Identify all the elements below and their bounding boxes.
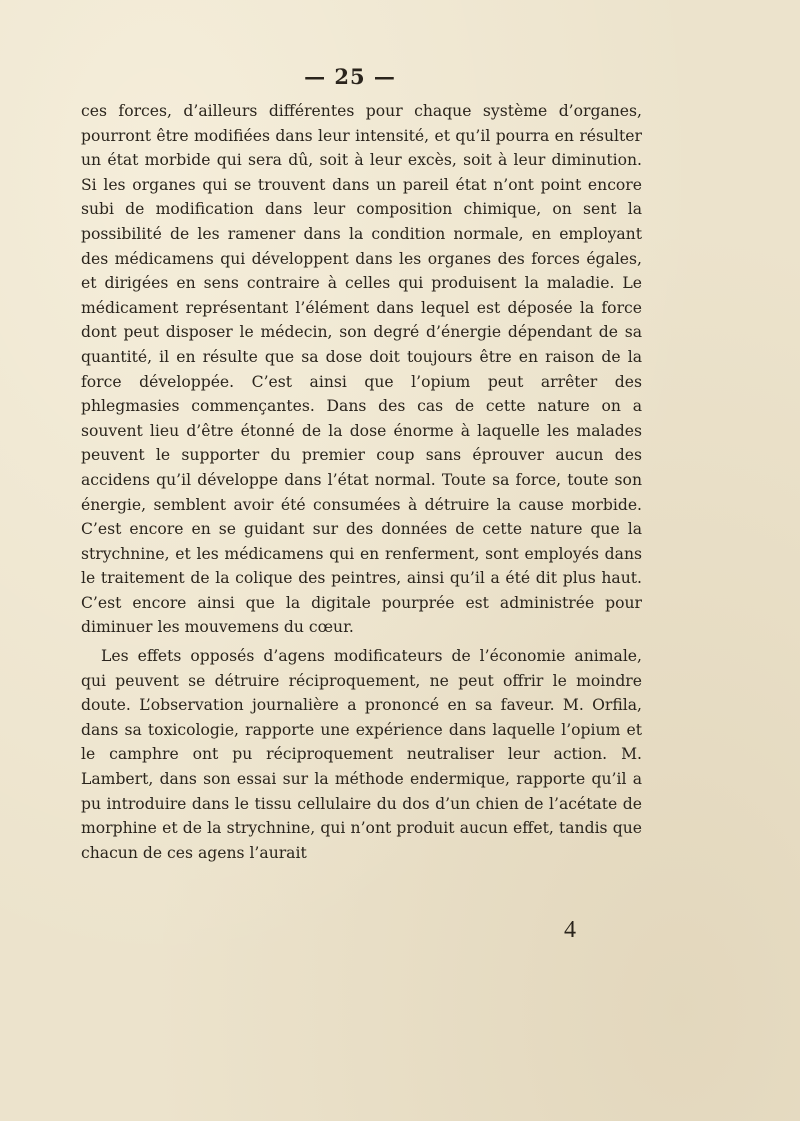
page-number: — 25 — <box>304 64 396 89</box>
paragraph-2: Les effets opposés d’agens modificateurs de l’économie animale, qui peuvent se détruire réciproquement, ne peut offrir le moindre doute. L’observation journalière a prononcé en sa faveur. M. Orfila, dans sa toxicologie, rapporte une expérience dans laquelle l’opium et le camphre ont pu réciproquement neutraliser leur action. M. Lambert, dans son essai sur la méthode endermique, rapporte qu’il a pu introduire dans le tissu cellulaire du dos d’un chien de l’acétate de morphine et de la strychnine, qui n’ont produit aucun effet, tandis que chacun de ces agens l’aurait <box>81 647 642 862</box>
signature-mark: 4 <box>564 917 576 943</box>
paragraph-1: ces forces, d’ailleurs différentes pour chaque système d’organes, pourront être modifiées dans leur intensité, et qu’il pourra en résulter un état morbide qui sera dû, soit à leur excès, soit à leur diminution. Si les organes qui se trouvent dans un pareil état n’ont point encore subi de modification dans leur composition chimique, on sent la possibilité de les ramener dans la condition normale, en employant des médicamens qui développent dans les organes des forces égales, et dirigées en sens contraire à celles qui produisent la maladie. Le médicament représentant l’élément dans lequel est déposée la force dont peut disposer le médecin, son degré d’énergie dépendant de sa quantité, il en résulte que sa dose doit toujours être en raison de la force développée. C’est ainsi que l’opium peut arrêter des phlegmasies commençantes. Dans des cas de cette nature on a souvent lieu d’être étonné de la dose énorme à laquelle les malades peuvent le supporter du premier coup sans éprouver aucun des accidens qu’il développe dans l’état normal. Toute sa force, toute son énergie, semblent avoir été consumées à détruire la cause morbide. C’est encore en se guidant sur des données de cette nature que la strychnine, et les médicamens qui en renferment, sont employés dans le traitement de la colique des peintres, ainsi qu’il a été dit plus haut. C’est encore ainsi que la digitale pourprée est administrée pour diminuer les mouvemens du cœur. <box>81 102 642 637</box>
body-text <box>81 99 642 865</box>
